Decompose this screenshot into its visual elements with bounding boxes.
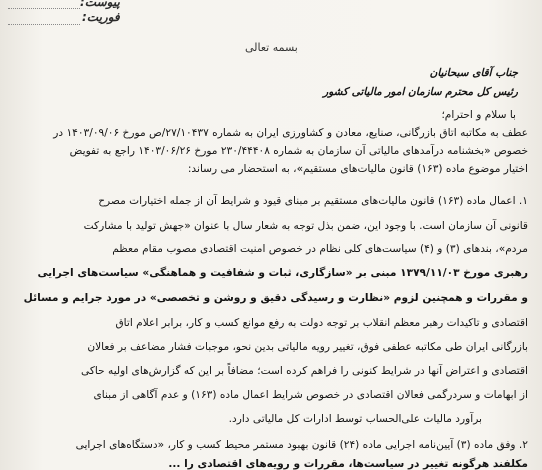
paragraph-1-line: مردم»، بندهای (۳) و (۴) سیاست‌های کلی نظام در خصوص امنیت اقتصادی مصوب مقام معظم (112, 243, 528, 255)
paragraph-1-line: برآورد مالیات علی‌الحساب توسط ادارات کل مالیاتی دارد. (228, 413, 482, 425)
paragraph-1-line: بازرگانی ایران طی مکاتبه عطفی فوق، تغییر رویه مالیاتی بدین نحو، موجبات فشار مضاعف بر فعالان (87, 341, 528, 353)
paragraph-1-line: ۱. اعمال ماده (۱۶۳) قانون مالیات‌های مستقیم بر مبنای قیود و شرایط آن از جمله اختیارات مصرح (98, 195, 528, 207)
paragraph-1-line: و مقررات و همچنین لزوم «نظارت و رسیدگی دقیق و روشن و تخصصی» در مورد جرایم و مسائل (23, 292, 528, 304)
paragraph-1-line: اقتصادی و اعتراض آنها در شرایط کنونی را فراهم کرده است؛ مضافاً بر این که گزارش‌های اولیه حاکی (81, 365, 528, 377)
recipient-title: رئیس کل محترم سازمان امور مالیاتی کشور (323, 86, 518, 98)
priority-label: فوریت: (82, 10, 120, 24)
intro-line: خصوص «بخشنامه درآمدهای مالیاتی آن سازمان به شماره ۲۳۰/۴۴۴۰۸ مورخ ۱۴۰۳/۰۶/۲۶ راجع به تفویض (69, 145, 528, 157)
bismillah-heading: بسمه تعالی (245, 41, 298, 54)
intro-line: اختیار موضوع ماده (۱۶۳) قانون مالیات‌های مستقیم»، به استحضار می رساند: (187, 163, 528, 175)
priority-dotted-line (8, 24, 80, 25)
intro-line: عطف به مکاتبه اتاق بازرگانی، صنایع، معادن و کشاورزی ایران به شماره ۲۷/۱۰۴۳۷/ص مورخ ۱۴۰۳/۰۹/۰۶ در (53, 127, 528, 139)
paragraph-1-line: اقتصادی و تاکیدات رهبر معظم انقلاب بر توجه دولت به رفع موانع کسب و کار، برابر اعلام اتاق (115, 317, 528, 329)
paragraph-1-line: رهبری مورخ ۱۳۷۹/۱۱/۰۳ مبنی بر «سازگاری، ثبات و شفافیت و هماهنگی» سیاست‌های اجرایی (37, 267, 528, 279)
paragraph-1-line: قانونی آن سازمان است. با وجود این، ضمن بذل توجه به شعار سال با عنوان «جهش تولید با مشارکت (83, 220, 528, 232)
paragraph-1-line: از ابهامات و سردرگمی فعالان اقتصادی در خصوص شرایط اعمال ماده (۱۶۳) و عدم آگاهی از مبنای (93, 389, 528, 401)
attachment-label: پیوست: (80, 0, 120, 9)
paragraph-2-line: مکلفند هرگونه تغییر در سیاست‌ها، مقررات و رویه‌های اقتصادی را ... (168, 458, 528, 470)
greeting: با سلام و احترام؛ (441, 109, 516, 121)
recipient-name: جناب آقای سبحانیان (429, 67, 518, 79)
paragraph-2-line: ۲. وفق ماده (۳) آیین‌نامه اجرایی ماده (۲۴) قانون بهبود مستمر محیط کسب و کار، «دستگاه‌های اجرایی (75, 439, 528, 451)
attachment-dotted-line (8, 8, 80, 9)
